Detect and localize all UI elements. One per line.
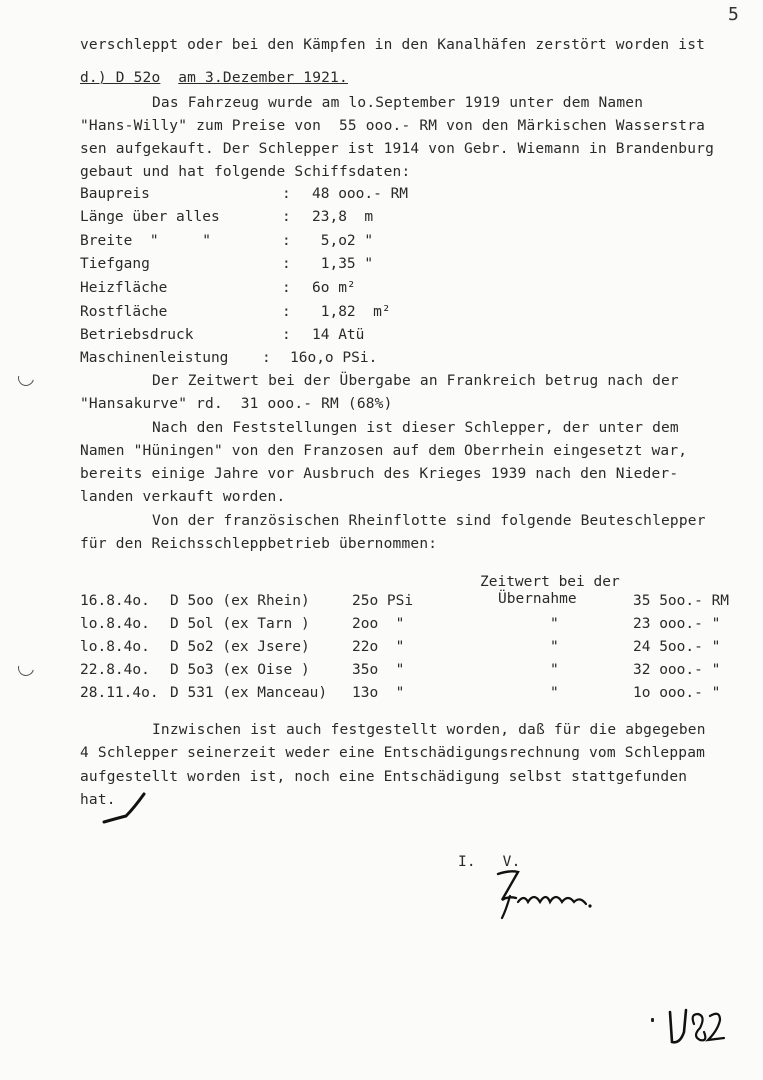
spec-value: 5,o2 " bbox=[312, 233, 374, 249]
spec-value: 48 ooo.- RM bbox=[312, 186, 409, 202]
row-power: 25o PSi bbox=[352, 593, 414, 609]
spec-value: 6o m² bbox=[312, 280, 356, 296]
row-value: 35 5oo.- RM bbox=[633, 593, 730, 609]
spec-label: Baupreis bbox=[80, 186, 150, 202]
row-vessel: D 5ol (ex Tarn ) bbox=[170, 616, 310, 632]
spec-value: 23,8 m bbox=[312, 209, 374, 225]
paragraph2-line1: Der Zeitwert bei der Übergabe an Frankreich betrug nach der bbox=[152, 373, 679, 389]
spec-value: 16o,o PSi. bbox=[290, 350, 378, 366]
spec-label: Länge über alles bbox=[80, 209, 220, 225]
paragraph1-line1: Das Fahrzeug wurde am lo.September 1919 unter dem Namen bbox=[152, 95, 644, 111]
table-header-line1: Zeitwert bei der bbox=[480, 574, 620, 590]
paragraph2-line2: "Hansakurve" rd. 31 ooo.- RM (68%) bbox=[80, 396, 393, 412]
paragraph3-line4: landen verkauft worden. bbox=[80, 489, 286, 505]
paragraph1-line3: sen aufgekauft. Der Schlepper ist 1914 von Gebr. Wiemann in Brandenburg bbox=[80, 141, 715, 157]
paragraph1-line2: "Hans-Willy" zum Preise von 55 ooo.- RM von den Märkischen Wasserstra bbox=[80, 118, 706, 134]
row-value: 1o ooo.- " bbox=[633, 685, 721, 701]
row-value: 32 ooo.- " bbox=[633, 662, 721, 678]
spec-value: 1,35 " bbox=[312, 256, 374, 272]
page-number: 5 bbox=[728, 4, 739, 25]
row-ditto: " bbox=[550, 616, 559, 632]
spec-label: Maschinenleistung bbox=[80, 350, 229, 366]
row-power: 35o " bbox=[352, 662, 405, 678]
spec-colon: : bbox=[282, 233, 291, 249]
spec-value: 14 Atü bbox=[312, 327, 365, 343]
section-label: d.) D 52o bbox=[80, 70, 161, 86]
spec-label: Heizfläche bbox=[80, 280, 168, 296]
spec-colon: : bbox=[282, 327, 291, 343]
spec-colon: : bbox=[282, 209, 291, 225]
spec-colon: : bbox=[282, 304, 291, 320]
spec-label: Breite " " bbox=[80, 233, 211, 249]
row-date: 28.11.4o. bbox=[80, 685, 159, 701]
row-value: 23 ooo.- " bbox=[633, 616, 721, 632]
spec-label: Tiefgang bbox=[80, 256, 150, 272]
signoff: I. V. bbox=[458, 854, 521, 870]
row-vessel: D 5oo (ex Rhein) bbox=[170, 593, 310, 609]
corner-mark bbox=[660, 1002, 730, 1054]
row-date: lo.8.4o. bbox=[80, 639, 150, 655]
punch-hole-mark bbox=[15, 367, 37, 389]
paragraph5-line2: 4 Schlepper seinerzeit weder eine Entschädigungsrechnung vom Schleppam bbox=[80, 745, 706, 761]
check-mark bbox=[100, 792, 150, 828]
row-ditto: " bbox=[550, 662, 559, 678]
row-vessel: D 5o3 (ex Oise ) bbox=[170, 662, 310, 678]
paragraph3-line3: bereits einige Jahre vor Ausbruch des Krieges 1939 nach den Nieder- bbox=[80, 466, 679, 482]
paragraph1-line4: gebaut und hat folgende Schiffsdaten: bbox=[80, 164, 411, 180]
section-heading bbox=[80, 71, 348, 86]
table-header-line2: Übernahme bbox=[498, 591, 577, 607]
section-date: am 3.Dezember 1921. bbox=[178, 70, 348, 86]
row-date: 16.8.4o. bbox=[80, 593, 150, 609]
row-power: 22o " bbox=[352, 639, 405, 655]
spec-colon: : bbox=[282, 186, 291, 202]
intro-line: verschleppt oder bei den Kämpfen in den Kanalhäfen zerstört worden ist bbox=[80, 37, 706, 53]
spec-label: Rostfläche bbox=[80, 304, 168, 320]
row-ditto: " bbox=[550, 639, 559, 655]
row-vessel: D 531 (ex Manceau) bbox=[170, 685, 328, 701]
row-power: 2oo " bbox=[352, 616, 405, 632]
paragraph5-line3: aufgestellt worden ist, noch eine Entschädigung selbst stattgefunden bbox=[80, 769, 688, 785]
row-value: 24 5oo.- " bbox=[633, 639, 721, 655]
paragraph5-line4: hat. bbox=[80, 792, 116, 808]
paragraph4-line1: Von der französischen Rheinflotte sind folgende Beuteschlepper bbox=[152, 513, 706, 529]
paragraph5-line1: Inzwischen ist auch festgestellt worden, daß für die abgegeben bbox=[152, 722, 706, 738]
row-ditto: " bbox=[550, 685, 559, 701]
row-date: lo.8.4o. bbox=[80, 616, 150, 632]
spec-colon: : bbox=[262, 350, 271, 366]
row-power: 13o " bbox=[352, 685, 405, 701]
spec-label: Betriebsdruck bbox=[80, 327, 194, 343]
spec-colon: : bbox=[282, 280, 291, 296]
paragraph3-line1: Nach den Feststellungen ist dieser Schlepper, der unter dem bbox=[152, 420, 679, 436]
row-date: 22.8.4o. bbox=[80, 662, 150, 678]
ink-dot bbox=[651, 1018, 654, 1022]
spec-colon: : bbox=[282, 256, 291, 272]
spec-value: 1,82 m² bbox=[312, 304, 391, 320]
paragraph4-line2: für den Reichsschleppbetrieb übernommen: bbox=[80, 536, 438, 552]
signature bbox=[488, 866, 598, 926]
paragraph3-line2: Namen "Hüningen" von den Franzosen auf dem Oberrhein eingesetzt war, bbox=[80, 443, 688, 459]
row-vessel: D 5o2 (ex Jsere) bbox=[170, 639, 310, 655]
punch-hole-mark bbox=[15, 657, 37, 679]
